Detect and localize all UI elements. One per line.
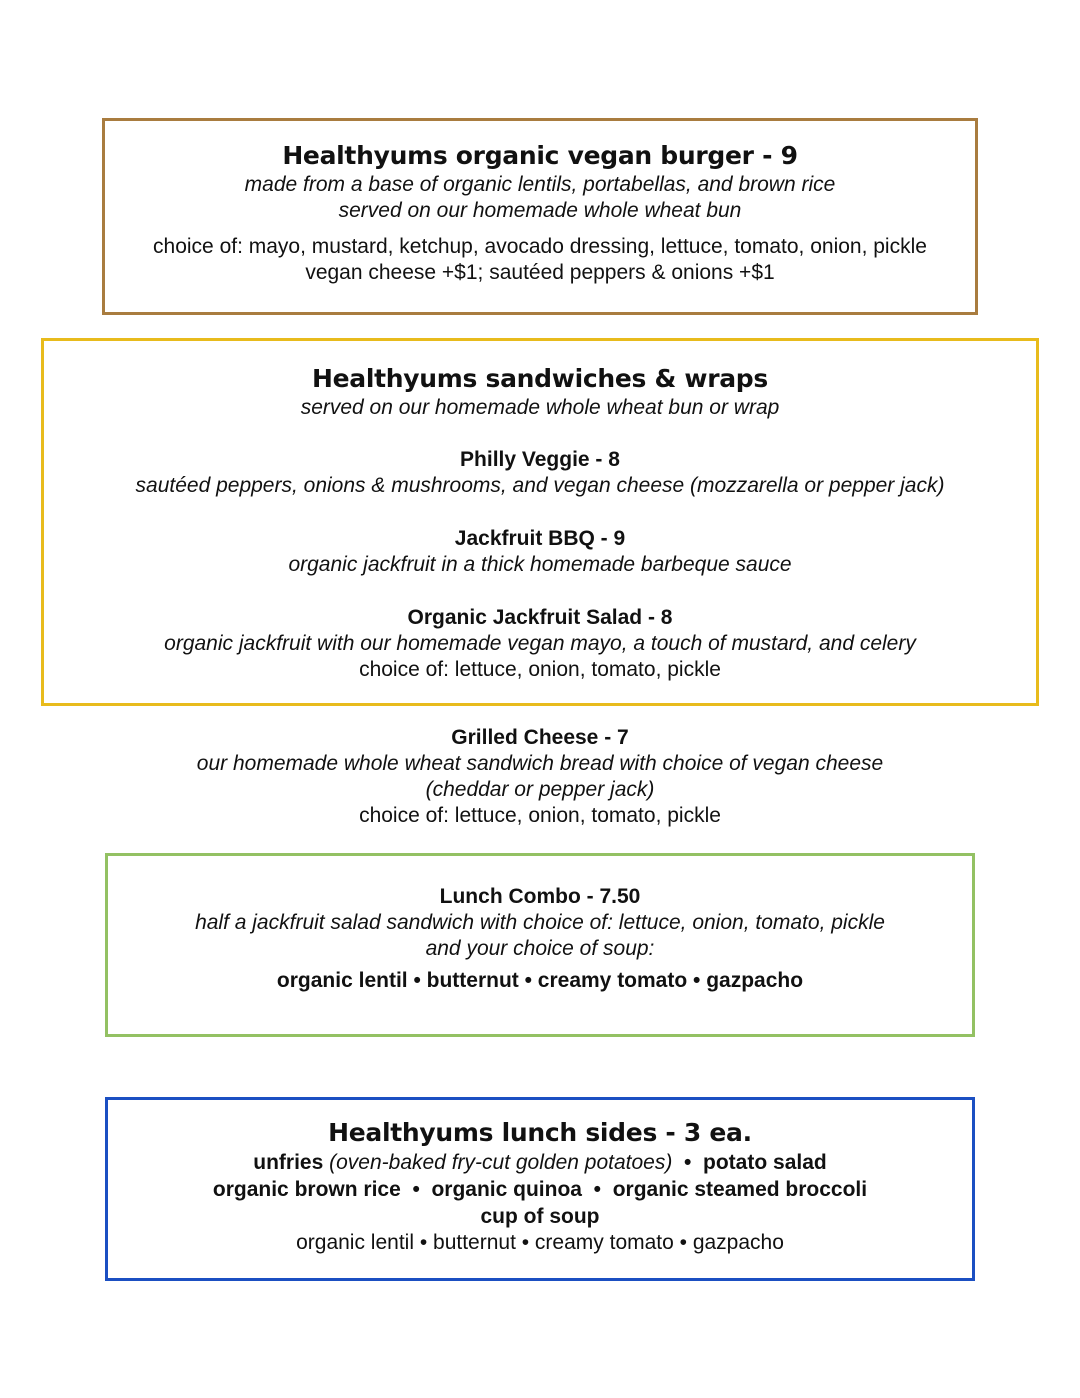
- lunch-sides-section: [105, 1097, 975, 1281]
- burger-section: [102, 118, 978, 315]
- bullet-separator: •: [684, 1151, 692, 1174]
- menu-item-choices: choice of: lettuce, onion, tomato, pickle: [359, 658, 721, 681]
- grilled-description-2: (cheddar or pepper jack): [425, 778, 655, 801]
- side-unfries: unfries: [253, 1151, 324, 1174]
- menu-item-lunch-combo: Lunch Combo - 7.50: [439, 885, 641, 908]
- menu-item-description: organic jackfruit in a thick homemade barbeque sauce: [288, 553, 792, 576]
- burger-description-2: served on our homemade whole wheat bun: [338, 199, 742, 222]
- lunch-combo-section: [105, 853, 975, 1037]
- burger-extras: vegan cheese +$1; sautéed peppers & onions +$1: [305, 261, 775, 284]
- side-quinoa: organic quinoa: [431, 1178, 582, 1201]
- side-potato-salad: potato salad: [703, 1151, 827, 1174]
- side-brown-rice: organic brown rice: [212, 1178, 401, 1201]
- bullet-separator: •: [412, 1178, 420, 1201]
- combo-soup-options: organic lentil • butternut • creamy tomato • gazpacho: [276, 969, 804, 992]
- sides-line-2: [108, 1176, 972, 1203]
- combo-description-2: and your choice of soup:: [425, 937, 655, 960]
- menu-item-description: organic jackfruit with our homemade vegan mayo, a touch of mustard, and celery: [164, 632, 916, 655]
- sandwiches-title: Healthyums sandwiches & wraps: [312, 364, 768, 393]
- side-cup-of-soup: cup of soup: [480, 1205, 600, 1228]
- grilled-cheese-section: [41, 725, 1039, 835]
- sides-line-3: [108, 1203, 972, 1230]
- bullet-separator: •: [593, 1178, 602, 1201]
- menu-item-jackfruit-salad: Organic Jackfruit Salad - 8: [407, 606, 673, 629]
- burger-choices: choice of: mayo, mustard, ketchup, avocado dressing, lettuce, tomato, onion, pickle: [153, 235, 927, 258]
- burger-title: Healthyums organic vegan burger - 9: [282, 141, 798, 170]
- sandwiches-section: [41, 338, 1039, 706]
- sandwiches-subtitle: served on our homemade whole wheat bun or wrap: [300, 396, 780, 419]
- combo-description-1: half a jackfruit salad sandwich with choice of: lettuce, onion, tomato, pickle: [195, 911, 885, 934]
- side-broccoli: organic steamed broccoli: [612, 1178, 868, 1201]
- burger-description-1: made from a base of organic lentils, portabellas, and brown rice: [244, 173, 836, 196]
- sides-title: Healthyums lunch sides - 3 ea.: [328, 1118, 752, 1147]
- menu-item-description: sautéed peppers, onions & mushrooms, and vegan cheese (mozzarella or pepper jack): [135, 474, 945, 497]
- side-unfries-description: (oven-baked fry-cut golden potatoes): [329, 1151, 673, 1174]
- menu-item-grilled-cheese: Grilled Cheese - 7: [451, 726, 629, 749]
- sides-line-1: [108, 1149, 972, 1176]
- grilled-choices: choice of: lettuce, onion, tomato, pickle: [359, 804, 721, 827]
- menu-item-philly-veggie: Philly Veggie - 8: [460, 448, 620, 471]
- grilled-description-1: our homemade whole wheat sandwich bread with choice of vegan cheese: [196, 752, 884, 775]
- sides-soup-options: organic lentil • butternut • creamy tomato • gazpacho: [296, 1231, 784, 1254]
- menu-item-jackfruit-bbq: Jackfruit BBQ - 9: [454, 527, 626, 550]
